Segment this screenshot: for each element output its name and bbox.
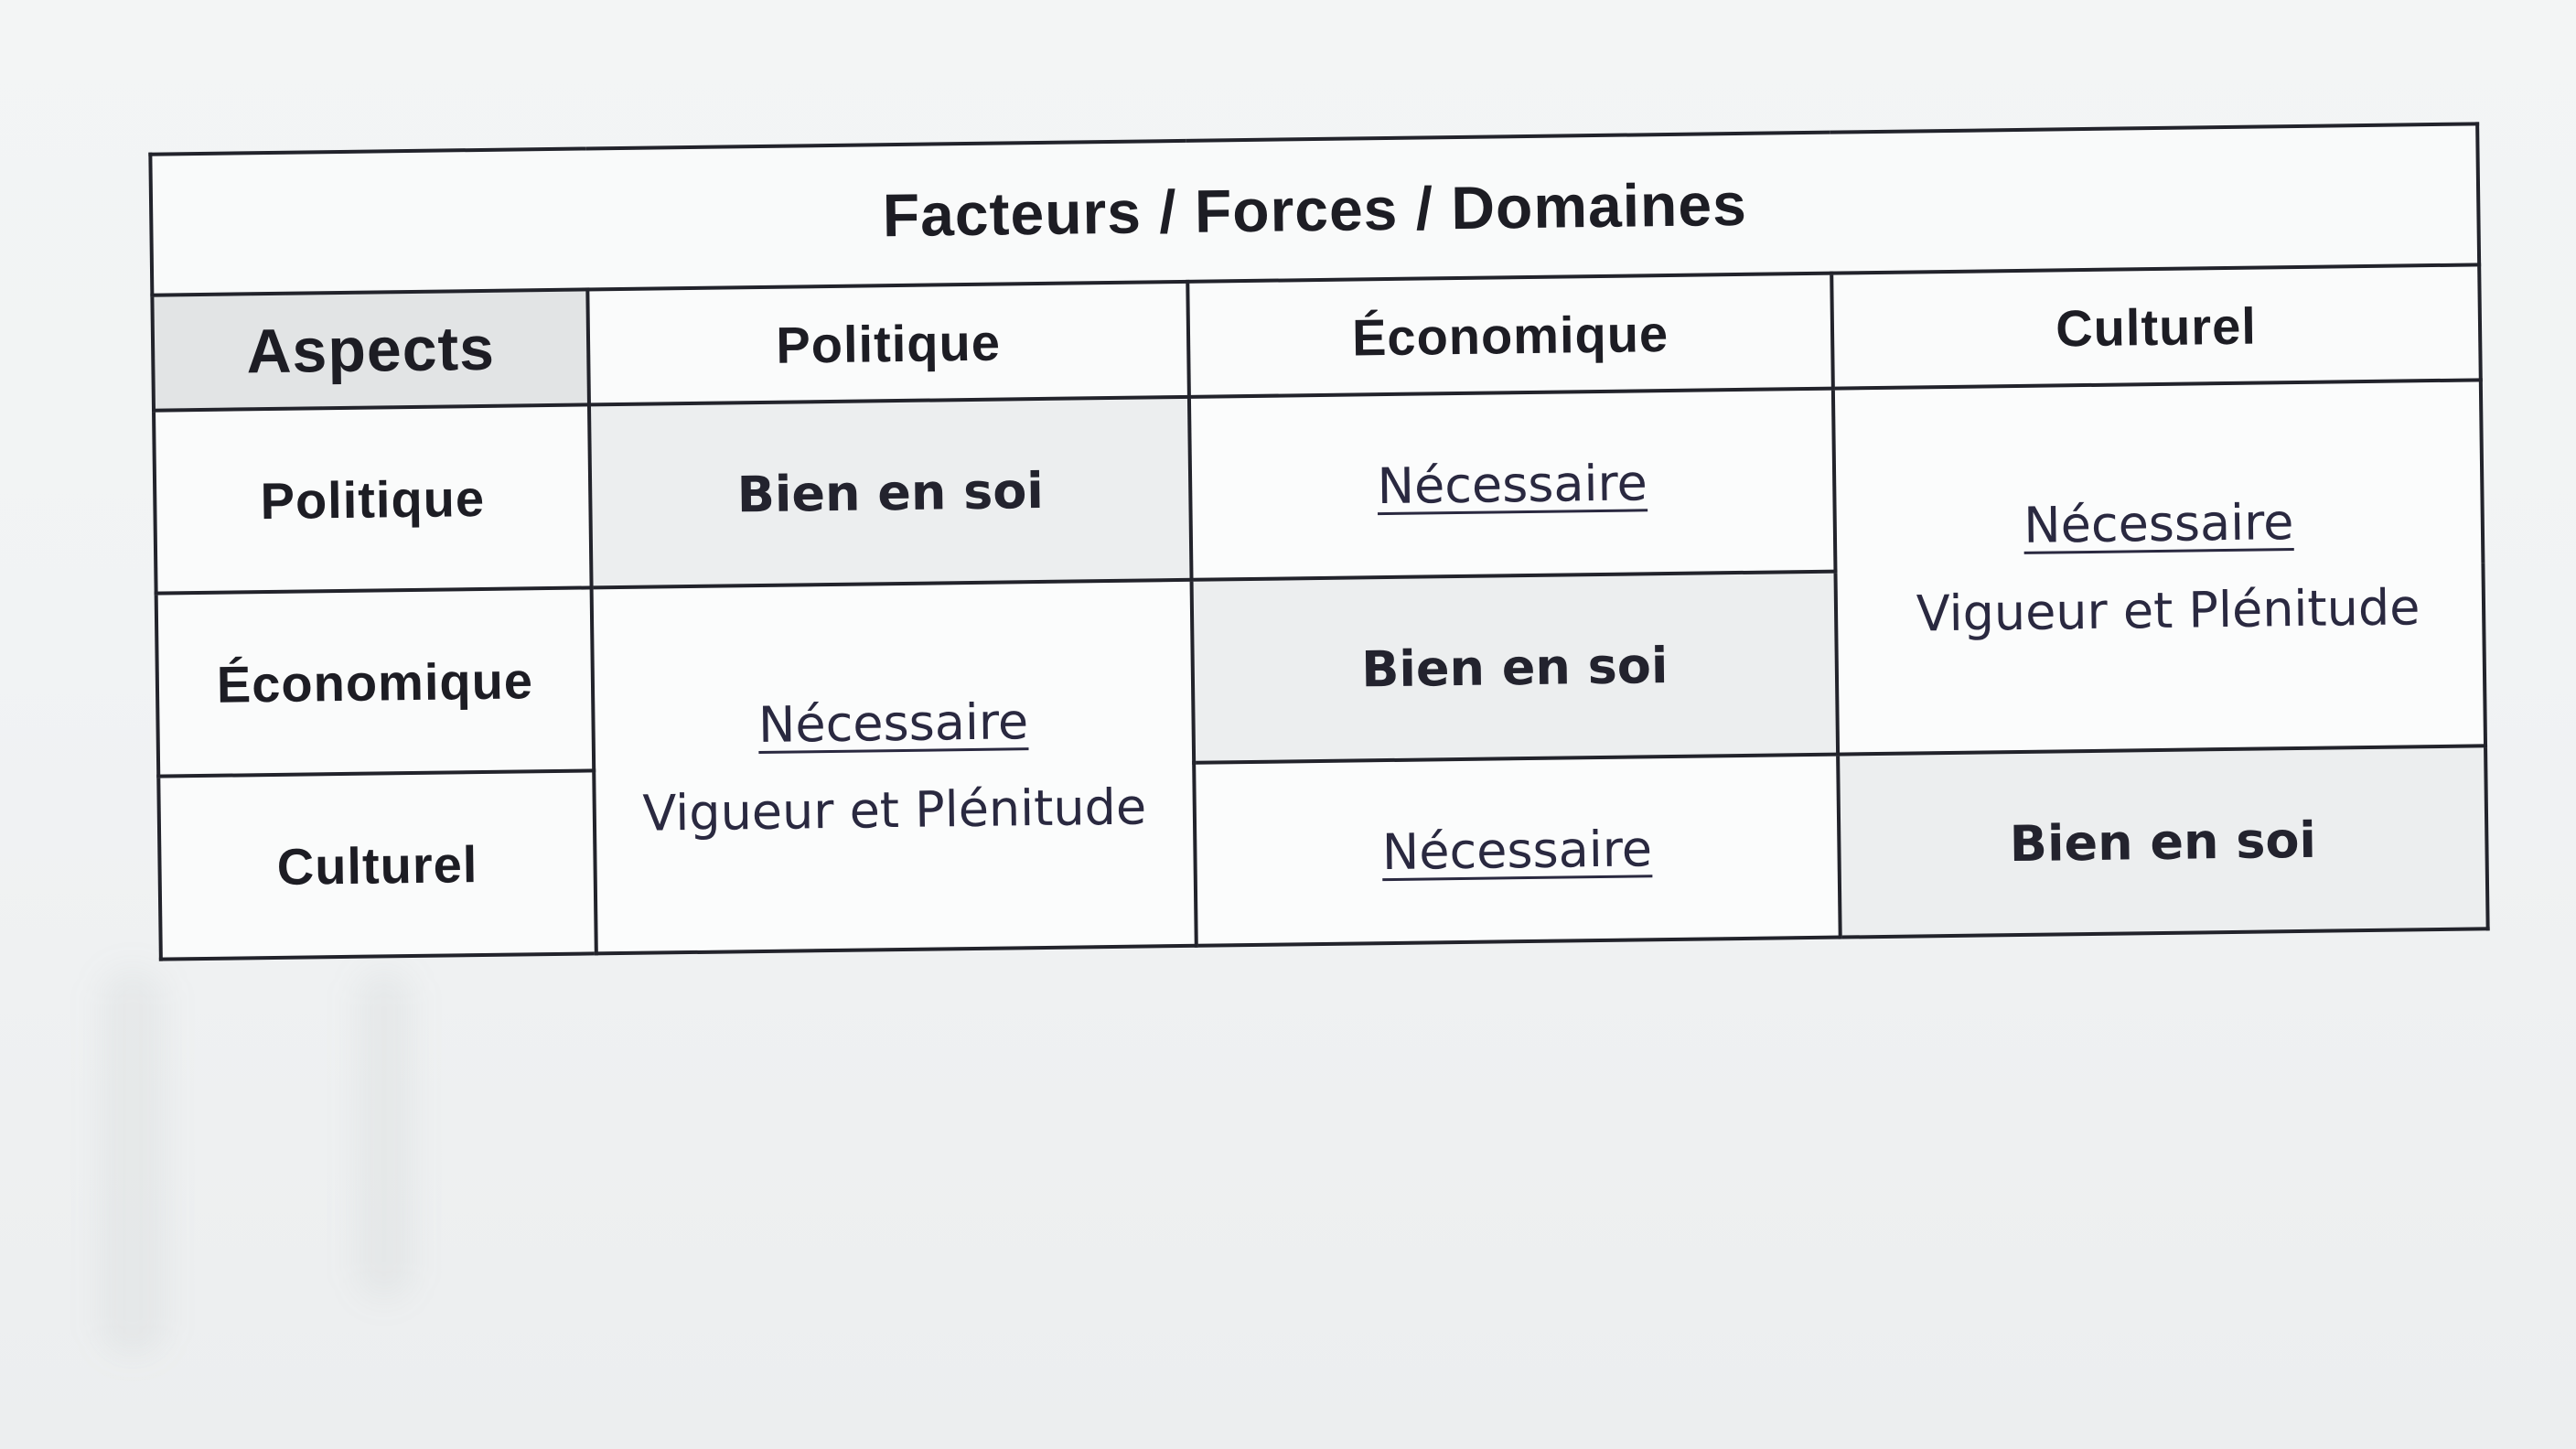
aspects-matrix-table — [148, 122, 2489, 961]
cell-text-vigueur: Vigueur et Plénitude — [642, 778, 1147, 843]
cell-text-vigueur: Vigueur et Plénitude — [1916, 578, 2420, 643]
corner-label: Aspects — [152, 289, 589, 410]
cell-text: Nécessaire — [1381, 819, 1653, 881]
cell-text-necessaire: Nécessaire — [757, 692, 1029, 755]
row-header-economique: Économique — [156, 587, 595, 776]
column-header-economique: Économique — [1187, 274, 1833, 397]
row-header-politique: Politique — [154, 404, 592, 593]
cell-culturel-culturel — [1838, 746, 2488, 937]
table-title: Facteurs / Forces / Domaines — [150, 123, 2479, 295]
cell-economique-economique — [1192, 572, 1839, 763]
cell-culturel-economique — [1194, 755, 1841, 946]
cell-text: Nécessaire — [1377, 453, 1648, 515]
paper-shadow — [357, 970, 412, 1299]
cell-text: Bien en soi — [736, 461, 1045, 523]
cell-politique-economique — [1189, 389, 1836, 580]
cell-politique-politique — [589, 397, 1192, 588]
cell-text: Bien en soi — [1360, 636, 1669, 698]
column-header-culturel: Culturel — [1831, 264, 2481, 388]
cell-politique-culturel — [1833, 380, 2485, 754]
cell-economique-politique — [592, 580, 1197, 954]
row-header-culturel: Culturel — [158, 770, 596, 959]
paper-shadow — [101, 970, 165, 1354]
cell-text: Bien en soi — [2009, 810, 2317, 873]
cell-text-necessaire: Nécessaire — [2023, 493, 2294, 554]
column-header-politique: Politique — [587, 282, 1189, 405]
